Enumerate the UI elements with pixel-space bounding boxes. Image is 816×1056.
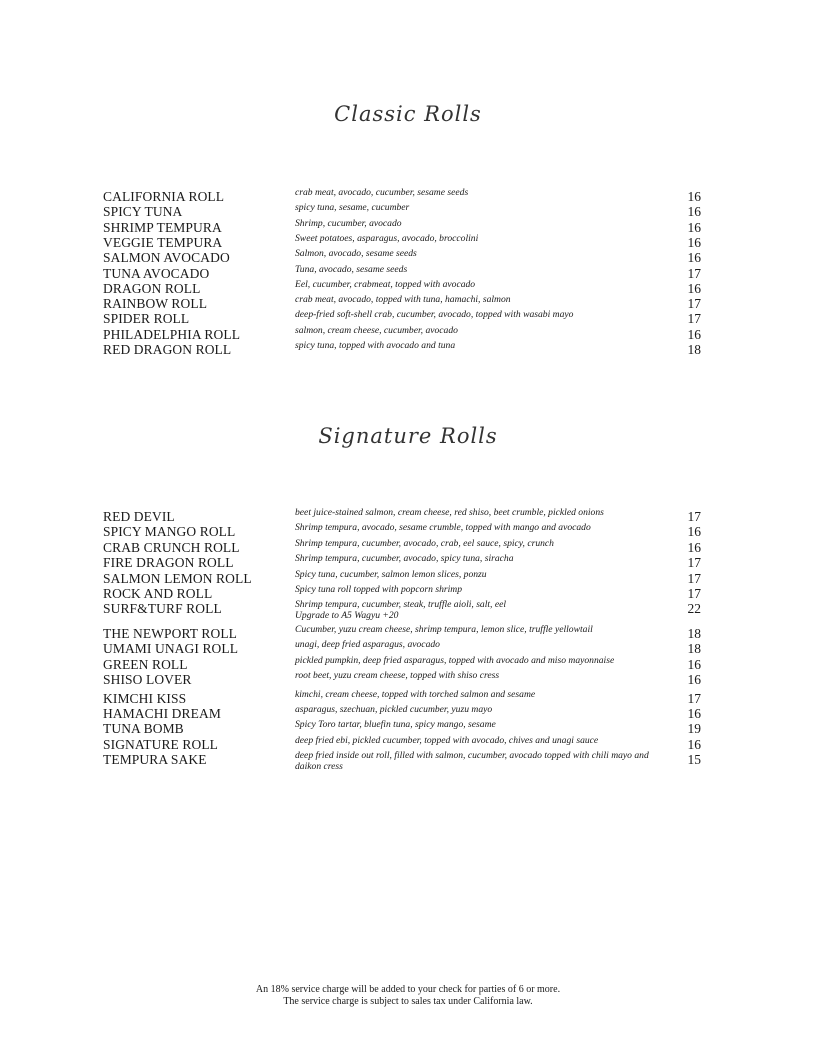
classic-rolls-title: Classic Rolls <box>334 102 482 126</box>
menu-item-price: 18 <box>687 625 701 641</box>
menu-item-ingredients: Spicy tuna, cucumber, salmon lemon slices, ponzu <box>295 568 487 580</box>
menu-item-price: 17 <box>687 586 701 601</box>
menu-item-description <box>295 340 670 351</box>
signature-rolls-title: Signature Rolls <box>318 424 498 448</box>
menu-item-description <box>295 309 670 320</box>
menu-item-ingredients: deep fried ebi, pickled cucumber, topped with avocado, chives and unagi sauce <box>295 734 599 746</box>
menu-item-description <box>295 655 670 666</box>
menu-item-price: 16 <box>687 234 701 250</box>
menu-item-name: SURF&TURF ROLL <box>103 601 222 617</box>
menu-item-name: SALMON LEMON ROLL <box>103 570 252 586</box>
menu-item-ingredients: asparagus, szechuan, pickled cucumber, yuzu mayo <box>295 704 493 715</box>
menu-item-name: SPICY TUNA <box>103 204 183 220</box>
menu-item-price: 15 <box>687 752 701 768</box>
menu-item-price: 16 <box>687 736 701 752</box>
menu-item-ingredients: Cucumber, yuzu cream cheese, shrimp tempura, lemon slice, truffle yellowtail <box>295 623 593 635</box>
menu-item-ingredients: Spicy tuna roll topped with popcorn shrimp <box>295 584 462 595</box>
menu-item-description <box>295 624 670 635</box>
menu-item-ingredients: Spicy Toro tartar, bluefin tuna, spicy mango, sesame <box>295 719 496 731</box>
menu-item-price: 16 <box>687 539 701 555</box>
menu-item-ingredients: Shrimp tempura, cucumber, steak, truffle aioli, salt, eel <box>295 599 507 611</box>
menu-item-price: 17 <box>687 265 701 281</box>
menu-item-price: 17 <box>687 570 701 586</box>
menu-item-name: TEMPURA SAKE <box>103 752 207 768</box>
menu-item-ingredients: Salmon, avocado, sesame seeds <box>295 248 417 260</box>
footer-line-2: The service charge is subject to sales tax under California law. <box>283 996 533 1007</box>
menu-item-description <box>295 735 670 746</box>
menu-item-description <box>295 569 670 580</box>
menu-item-price: 18 <box>687 641 701 657</box>
menu-item-price: 16 <box>687 204 701 220</box>
menu-item-description <box>295 187 670 198</box>
menu-item-description <box>295 719 670 730</box>
menu-item-price: 16 <box>687 672 701 688</box>
menu-item-ingredients: unagi, deep fried asparagus, avocado <box>295 639 440 651</box>
menu-item-name: HAMACHI DREAM <box>103 706 221 721</box>
menu-item-name: CALIFORNIA ROLL <box>103 189 225 204</box>
menu-item-price: 16 <box>687 280 701 296</box>
menu-item-upgrade-note: Upgrade to A5 Wagyu +20 <box>295 610 399 622</box>
menu-item-ingredients: deep-fried soft-shell crab, cucumber, avocado, topped with wasabi mayo <box>295 309 574 321</box>
menu-item-description <box>295 599 670 621</box>
menu-item-description <box>295 507 670 518</box>
menu-item-ingredients: crab meat, avocado, cucumber, sesame seeds <box>295 187 469 198</box>
menu-item-description <box>295 202 670 213</box>
menu-item-description <box>295 279 670 290</box>
menu-item-ingredients: beet juice-stained salmon, cream cheese, red shiso, beet crumble, pickled onions <box>295 507 604 518</box>
menu-item-name: KIMCHI KISS <box>103 690 187 706</box>
menu-item-description <box>295 553 670 564</box>
menu-item-name: RED DRAGON ROLL <box>103 342 232 357</box>
menu-item-price: 16 <box>687 189 701 204</box>
menu-item-price: 16 <box>687 656 701 672</box>
menu-item-name: SIGNATURE ROLL <box>103 736 219 752</box>
menu-item-price: 17 <box>687 690 701 706</box>
menu-item-price: 22 <box>687 601 701 617</box>
menu-item-name: PHILADELPHIA ROLL <box>103 326 241 342</box>
menu-item-description <box>295 639 670 650</box>
menu-item-name: TUNA AVOCADO <box>103 265 210 281</box>
menu-item-price: 17 <box>687 311 701 327</box>
menu-item-ingredients: Shrimp tempura, avocado, sesame crumble, topped with mango and avocado <box>295 522 591 534</box>
menu-item-name: SPIDER ROLL <box>103 311 190 327</box>
menu-item-name: SHRIMP TEMPURA <box>103 219 222 235</box>
menu-item-description <box>295 325 670 336</box>
menu-item-ingredients: Eel, cucumber, crabmeat, topped with avocado <box>295 278 476 290</box>
menu-item-ingredients: Shrimp tempura, cucumber, avocado, spicy tuna, siracha <box>295 553 514 565</box>
menu-item-description <box>295 689 670 700</box>
menu-item-ingredients: salmon, cream cheese, cucumber, avocado <box>295 324 458 336</box>
menu-item-name: FIRE DRAGON ROLL <box>103 555 234 571</box>
menu-item-description <box>295 750 670 772</box>
menu-item-name: SHISO LOVER <box>103 672 192 688</box>
menu-item-ingredients: spicy tuna, sesame, cucumber <box>295 202 410 214</box>
menu-item-name: CRAB CRUNCH ROLL <box>103 539 240 555</box>
menu-item-name: RAINBOW ROLL <box>103 296 208 312</box>
menu-item-price: 16 <box>687 250 701 266</box>
menu-item-description <box>295 264 670 275</box>
menu-item-description <box>295 294 670 305</box>
menu-item-description <box>295 670 670 681</box>
menu-item-ingredients: Sweet potatoes, asparagus, avocado, broccolini <box>295 232 479 244</box>
menu-item-name: THE NEWPORT ROLL <box>103 625 238 641</box>
menu-item-description <box>295 522 670 533</box>
menu-item-price: 17 <box>687 296 701 312</box>
menu-item-price: 17 <box>687 509 701 524</box>
footer-line-1: An 18% service charge will be added to your check for parties of 6 or more. <box>255 984 561 995</box>
menu-item-price: 18 <box>687 342 701 357</box>
menu-item-ingredients: Tuna, avocado, sesame seeds <box>295 263 408 275</box>
menu-item-description <box>295 538 670 549</box>
menu-item-description <box>295 704 670 715</box>
menu-item-name: SALMON AVOCADO <box>103 250 230 266</box>
menu-item-name: UMAMI UNAGI ROLL <box>103 641 239 657</box>
menu-item-price: 16 <box>687 326 701 342</box>
menu-item-name: VEGGIE TEMPURA <box>103 234 223 250</box>
service-charge-note <box>0 984 816 1008</box>
menu-item-ingredients: deep fried inside out roll, filled with salmon, cucumber, avocado topped with chili mayo and daikon cress <box>295 750 649 773</box>
menu-item-price: 16 <box>687 706 701 721</box>
menu-item-description <box>295 248 670 259</box>
menu-item-name: DRAGON ROLL <box>103 280 201 296</box>
menu-item-description <box>295 233 670 244</box>
menu-item-name: SPICY MANGO ROLL <box>103 524 236 540</box>
menu-item-ingredients: crab meat, avocado, topped with tuna, hamachi, salmon <box>295 294 511 306</box>
menu-item-price: 16 <box>687 524 701 540</box>
menu-item-name: ROCK AND ROLL <box>103 586 213 601</box>
menu-item-name: GREEN ROLL <box>103 656 188 672</box>
menu-item-name: TUNA BOMB <box>103 721 184 737</box>
menu-item-ingredients: root beet, yuzu cream cheese, topped with shiso cress <box>295 670 500 682</box>
menu-item-description <box>295 218 670 229</box>
menu-item-ingredients: kimchi, cream cheese, topped with torched salmon and sesame <box>295 688 536 700</box>
menu-item-ingredients: pickled pumpkin, deep fried asparagus, topped with avocado and miso mayonnaise <box>295 654 615 666</box>
menu-item-ingredients: Shrimp tempura, cucumber, avocado, crab, eel sauce, spicy, crunch <box>295 537 554 549</box>
menu-item-name: RED DEVIL <box>103 509 175 524</box>
menu-item-ingredients: Shrimp, cucumber, avocado <box>295 217 402 229</box>
menu-item-ingredients: spicy tuna, topped with avocado and tuna <box>295 340 456 351</box>
menu-item-price: 16 <box>687 219 701 235</box>
menu-item-price: 17 <box>687 555 701 571</box>
menu-item-description <box>295 584 670 595</box>
menu-item-price: 19 <box>687 721 701 737</box>
